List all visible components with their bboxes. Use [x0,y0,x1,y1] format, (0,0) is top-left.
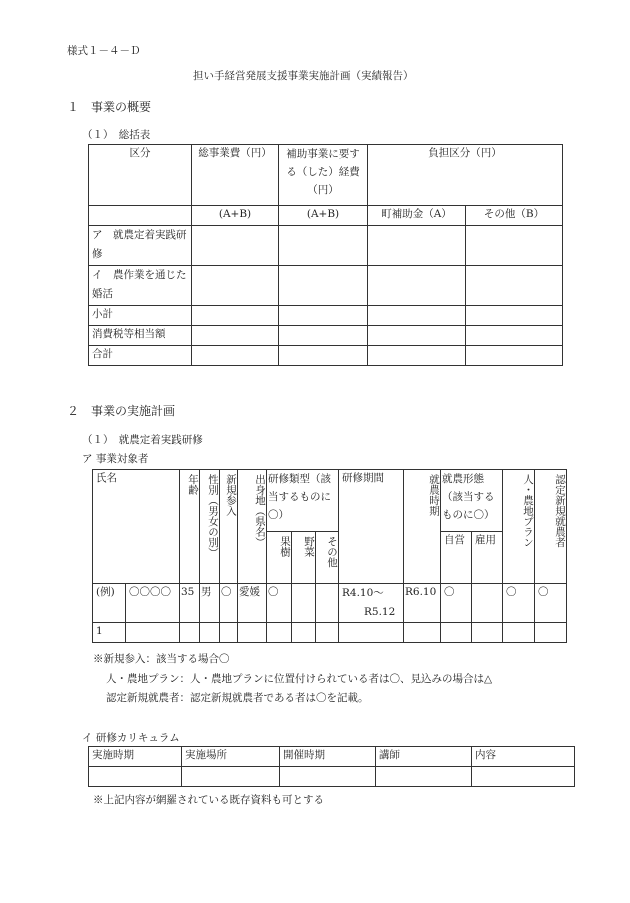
section-1-heading: １ 事業の概要 [67,100,152,114]
header-new: 新規参入 [220,470,238,584]
row-label-i: イ 農作業を通じた婚活 [89,266,192,306]
target-table [92,469,567,643]
cell[interactable] [466,266,563,306]
curriculum-title: イ 研修カリキュラム [82,732,180,744]
example-kaju: 〇 [267,584,292,623]
header-keitai: 就農形態（該当するものに〇） [441,470,503,532]
cell[interactable] [368,326,466,346]
cell[interactable] [339,623,404,643]
example-origin: 愛媛 [238,584,267,623]
example-period-to: R5.12 [364,606,396,618]
example-jiki: R6.10 [404,584,441,623]
row-label-subtotal: 小計 [89,306,192,326]
curr-header-koshi: 講師 [376,747,472,767]
cell[interactable] [466,306,563,326]
form-id: 様式１－４－Ｄ [67,45,141,57]
cell[interactable] [192,346,279,366]
note-nintei: 認定新規就農者：認定新規就農者である者は〇を記載。 [106,692,369,704]
header-kubun: 区分 [89,145,192,206]
example-new: 〇 [220,584,238,623]
cell[interactable] [192,306,279,326]
header-ab-2: (A+B) [279,206,368,226]
header-machi: 町補助金（A） [368,206,466,226]
cell[interactable] [368,346,466,366]
cell[interactable] [192,226,279,266]
summary-table [88,144,563,366]
cell[interactable] [376,767,472,787]
curr-header-naiyo: 内容 [472,747,575,767]
header-plan: 人・農地プラン [503,470,535,584]
cell[interactable] [368,226,466,266]
header-kaju: 果樹 [267,532,292,584]
cell[interactable] [279,226,368,266]
header-sex: 性別（男女の別） [200,470,220,584]
cell[interactable] [238,623,267,643]
cell[interactable] [279,346,368,366]
row-number: 1 [93,623,126,643]
cell[interactable] [316,623,339,643]
document-title: 担い手経営発展支援事業実施計画（実績報告） [193,70,414,82]
header-other: その他（B） [466,206,563,226]
header-yasai: 野菜 [292,532,316,584]
curr-header-kaisai: 開催時期 [280,747,376,767]
note-new: ※新規参入：該当する場合〇 [93,653,230,665]
example-period [339,584,404,623]
cell[interactable] [441,623,472,643]
row-label-a: ア 就農定着実践研修 [89,226,192,266]
cell[interactable] [466,326,563,346]
curr-header-jiki: 実施時期 [89,747,182,767]
cell[interactable] [368,306,466,326]
header-total: 総事業費（円） [192,145,279,206]
section-2-subheading: （１） 就農定着実践研修 [82,434,203,446]
example-age: 35 [180,584,200,623]
cell[interactable] [279,266,368,306]
header-origin: 出身地（県名） [238,470,267,584]
cell[interactable] [472,767,575,787]
cell[interactable] [267,623,292,643]
example-jiei: 〇 [441,584,472,623]
target-title: ア 事業対象者 [82,453,149,465]
header-type: 研修類型（該当するものに〇） [267,470,339,532]
cell[interactable] [368,266,466,306]
section-2-heading: ２ 事業の実施計画 [67,404,176,418]
header-period: 研修期間 [339,470,404,584]
example-period-from: R4.10～ [342,587,384,599]
cell[interactable] [126,623,180,643]
cell[interactable] [192,266,279,306]
cell[interactable] [466,346,563,366]
cell[interactable] [535,623,567,643]
header-kubun-cont [89,206,192,226]
cell[interactable] [466,226,563,266]
header-shunou-jiki: 就農時期 [404,470,441,584]
example-plan: 〇 [503,584,535,623]
cell[interactable] [89,767,182,787]
cell[interactable] [220,623,238,643]
cell [292,584,316,623]
example-label: (例) [93,584,126,623]
cell [472,584,503,623]
cell[interactable] [279,326,368,346]
section-1-subheading: （１） 総括表 [82,129,151,141]
curr-header-basho: 実施場所 [182,747,280,767]
header-nintei: 認定新規就農者 [535,470,567,584]
cell[interactable] [280,767,376,787]
header-sonota: その他 [316,532,339,584]
example-name: 〇〇〇〇 [126,584,180,623]
cell[interactable] [404,623,441,643]
header-jiei: 自営 [441,532,472,584]
example-sex: 男 [200,584,220,623]
row-label-tax: 消費税等相当額 [89,326,192,346]
cell[interactable] [472,623,503,643]
note-plan: 人・農地プラン：人・農地プランに位置付けられている者は〇、見込みの場合は△ [106,673,493,685]
header-koyo: 雇用 [472,532,503,584]
cell[interactable] [200,623,220,643]
cell[interactable] [292,623,316,643]
cell[interactable] [182,767,280,787]
cell[interactable] [503,623,535,643]
cell[interactable] [279,306,368,326]
header-futan: 負担区分（円） [368,145,563,206]
cell[interactable] [180,623,200,643]
curriculum-note: ※上記内容が網羅されている既存資料も可とする [93,794,324,806]
curriculum-table [88,746,575,787]
cell[interactable] [192,326,279,346]
header-hojo: 補助事業に要する（した）経費（円） [279,145,368,206]
example-nintei: 〇 [535,584,567,623]
header-age: 年齢 [180,470,200,584]
row-label-total: 合計 [89,346,192,366]
header-ab-1: (A+B) [192,206,279,226]
cell [316,584,339,623]
header-name: 氏名 [93,470,180,584]
